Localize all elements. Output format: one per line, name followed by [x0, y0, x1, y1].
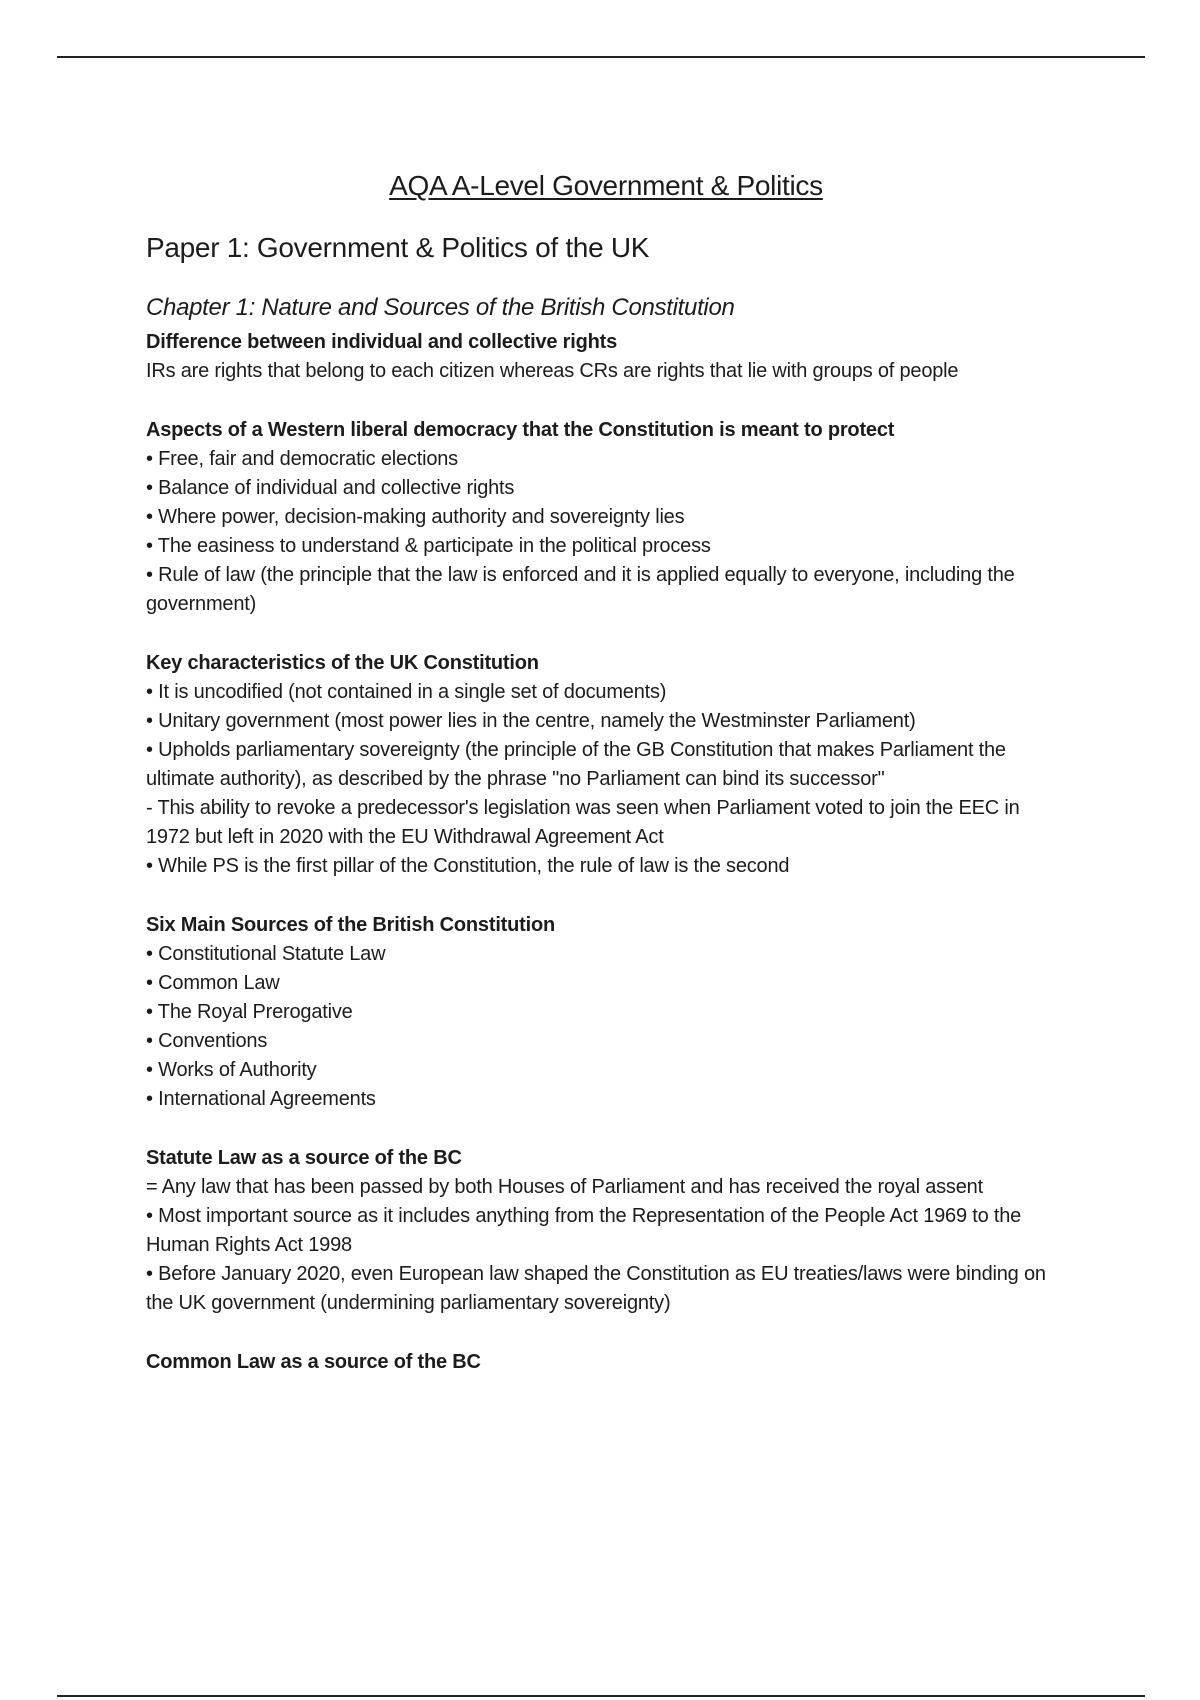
bullet-item: • International Agreements [146, 1088, 376, 1110]
bullet-item: • The easiness to understand & participate in the political process [146, 535, 711, 557]
section-heading: Statute Law as a source of the BC [146, 1147, 462, 1169]
section-statute-law [146, 1144, 1066, 1318]
section-heading: Aspects of a Western liberal democracy that the Constitution is meant to protect [146, 419, 895, 441]
bullet-item: • Common Law [146, 972, 280, 994]
bullet-item: • Constitutional Statute Law [146, 943, 386, 965]
bullet-item: • Before January 2020, even European law shaped the Constitution as EU treaties/laws were binding on the UK government (undermining parliamentary sovereignty) [146, 1263, 1046, 1314]
bullet-item: • While PS is the first pillar of the Constitution, the rule of law is the second [146, 855, 790, 877]
section-key-characteristics [146, 649, 1066, 881]
section-common-law [146, 1348, 1066, 1377]
section-heading: Key characteristics of the UK Constitution [146, 652, 539, 674]
document-title: AQA A-Level Government & Politics [389, 170, 823, 201]
chapter-title: Chapter 1: Nature and Sources of the British Constitution [146, 294, 735, 321]
definition-line: = Any law that has been passed by both Houses of Parliament and has received the royal assent [146, 1176, 983, 1198]
bullet-item: • Free, fair and democratic elections [146, 448, 458, 470]
section-heading: Common Law as a source of the BC [146, 1351, 481, 1373]
bullet-item: • Rule of law (the principle that the law is enforced and it is applied equally to everyone, including the government) [146, 564, 1015, 615]
section-liberal-democracy [146, 416, 1066, 619]
document-body [146, 170, 1066, 1407]
bullet-item: • Where power, decision-making authority and sovereignty lies [146, 506, 685, 528]
bullet-item: • Unitary government (most power lies in the centre, namely the Westminster Parliament) [146, 710, 916, 732]
bottom-rule [57, 1695, 1145, 1697]
top-rule [57, 56, 1145, 58]
section-line: IRs are rights that belong to each citizen whereas CRs are rights that lie with groups of people [146, 360, 959, 382]
section-heading: Six Main Sources of the British Constitution [146, 914, 556, 936]
bullet-item: • Conventions [146, 1030, 268, 1052]
section-rights [146, 328, 1066, 386]
bullet-item: • The Royal Prerogative [146, 1001, 353, 1023]
paper-title: Paper 1: Government & Politics of the UK [146, 232, 650, 263]
bullet-item: • Balance of individual and collective rights [146, 477, 515, 499]
sub-point: - This ability to revoke a predecessor's legislation was seen when Parliament voted to join the EEC in 1972 but left in 2020 with the EU Withdrawal Agreement Act [146, 797, 1020, 848]
bullet-item: • Works of Authority [146, 1059, 317, 1081]
bullet-item: • Upholds parliamentary sovereignty (the principle of the GB Constitution that makes Parliament the ultimate authority), as described by the phrase "no Parliament can bind its successor" [146, 739, 1006, 790]
section-heading: Difference between individual and collective rights [146, 331, 618, 353]
bullet-item: • It is uncodified (not contained in a single set of documents) [146, 681, 667, 703]
section-six-sources [146, 911, 1066, 1114]
bullet-item: • Most important source as it includes anything from the Representation of the People Act 1969 to the Human Rights Act 1998 [146, 1205, 1022, 1256]
